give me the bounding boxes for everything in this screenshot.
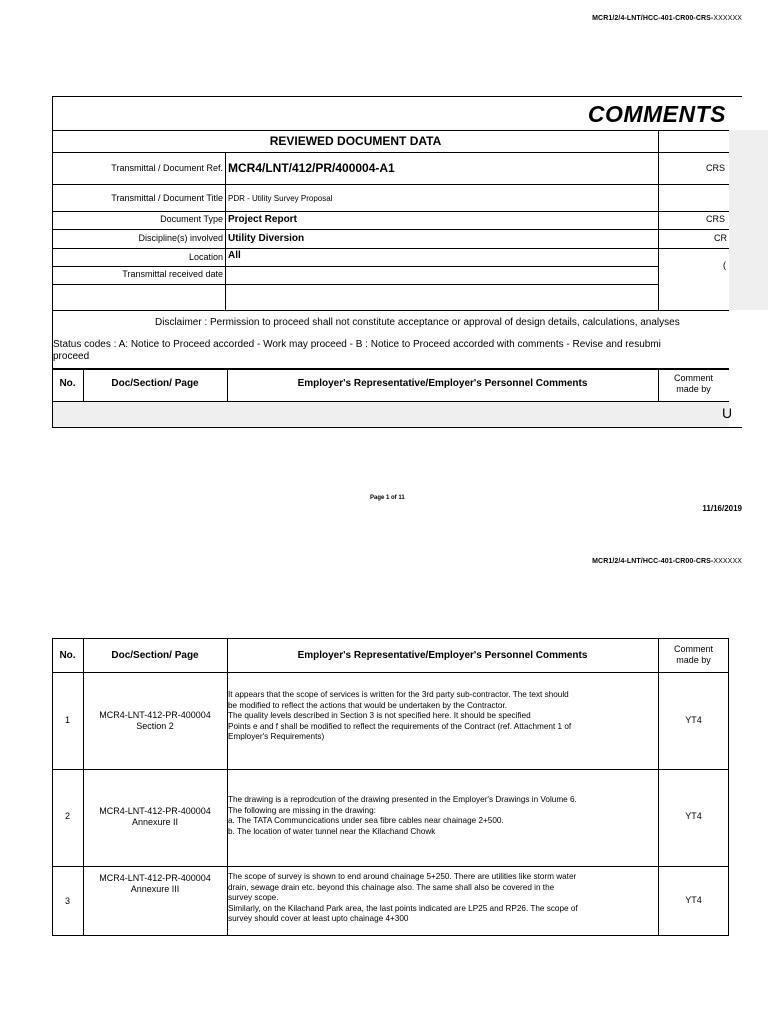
p1-group-row-letter: U (722, 405, 733, 421)
table-row-1-made-by: YT4 (685, 715, 702, 725)
p1-head-section: Doc/Section/ Page (111, 378, 199, 389)
status-codes-line1: Status codes : A: Notice to Proceed accorded - Work may proceed - B : Notice to Proceed accorded with comments - Revise and resubmi (53, 339, 661, 350)
field-value-discipline: Utility Diversion (228, 233, 305, 244)
field-right-doc-type: CRS (706, 214, 726, 224)
page-date: 11/16/2019 (702, 504, 742, 513)
p2-head-section: Doc/Section/ Page (111, 650, 199, 661)
page1-right-grey-panel (729, 130, 768, 310)
table-row-3-no: 3 (64, 896, 70, 906)
field-label-received-date: Transmittal received date (122, 269, 223, 279)
field-label-doc-type: Document Type (160, 214, 223, 224)
p1-head-no: No. (59, 378, 76, 389)
field-value-doc-title: PDR - Utility Survey Proposal (228, 194, 333, 203)
status-codes-line2: proceed (53, 351, 90, 362)
p2-head-no: No. (59, 650, 76, 661)
table-row-1-no: 1 (64, 715, 70, 725)
field-value-doc-type: Project Report (228, 214, 297, 225)
page2-doc-ref-header: MCR1/2/4-LNT/HCC-401-CR00-CRS-XXXXXX (592, 558, 742, 565)
table-row-2-no: 2 (64, 811, 70, 821)
field-right-location: ( (723, 260, 726, 270)
p1-group-row (53, 402, 729, 427)
p2-head-made-by: Comment made by (673, 644, 713, 665)
p1-head-comments: Employer's Representative/Employer's Personnel Comments (297, 378, 588, 389)
field-label-discipline: Discipline(s) involved (138, 233, 223, 243)
p1-head-made-by: Comment made by (673, 373, 713, 394)
field-value-location: All (228, 250, 241, 261)
table-row-3-doc: MCR4-LNT-412-PR-400004 Annexure III (99, 873, 211, 894)
table-row-3-made-by: YT4 (685, 895, 702, 905)
field-right-doc-ref: CRS (706, 163, 726, 173)
field-right-discipline: CR (714, 233, 727, 243)
field-label-doc-ref: Transmittal / Document Ref. (111, 163, 223, 173)
table-row-2-comment: The drawing is a reprodcution of the drawing presented in the Employer's Drawings in Volume 6. The following are missing in the drawing: a. The TATA Communcications under sea fibre cables near chainage 2+500. b. The location of water tunnel near the Kilachand Chowk (228, 795, 577, 836)
field-value-doc-ref: MCR4/LNT/412/PR/400004-A1 (228, 161, 395, 175)
p2-head-comments: Employer's Representative/Employer's Personnel Comments (297, 650, 588, 661)
reviewed-document-data-heading: REVIEWED DOCUMENT DATA (269, 134, 442, 148)
table-row-2-made-by: YT4 (685, 811, 702, 821)
field-label-location: Location (188, 252, 223, 262)
table-row-1-comment: It appears that the scope of services is written for the 3rd party sub-contractor. The text should be modified to reflect the actions that would be undertaken by the Contractor. The quality levels described in Section 3 is not specified here. It should be specified Points e and f shall be modified to reflect the requirements of the Contract (ref. Attachment 1 of Employer's Requirements) (228, 690, 572, 742)
page-number: Page 1 of 11 (370, 495, 405, 501)
page1-doc-ref-header: MCR1/2/4-LNT/HCC-401-CR00-CRS-XXXXXX (592, 15, 742, 22)
field-label-doc-title: Transmittal / Document Title (111, 193, 223, 203)
table-row-1-doc: MCR4-LNT-412-PR-400004 Section 2 (99, 710, 211, 731)
table-row-3-comment: The scope of survey is shown to end around chainage 5+250. There are utilities like storm water drain, sewage drain etc. beyond this chainage also. The same shall also be covered in the survey scope. Similarly, on the Kilachand Park area, the last points indicated are LP25 and RP26. The scope of survey should cover at least upto chainage 4+300 (228, 872, 578, 924)
table-row-2-doc: MCR4-LNT-412-PR-400004 Annexure II (99, 806, 211, 827)
comments-title: COMMENTS (587, 101, 726, 127)
disclaimer-text: Disclaimer : Permission to proceed shall not constitute acceptance or approval of design details, calculations, analyses (155, 317, 680, 328)
